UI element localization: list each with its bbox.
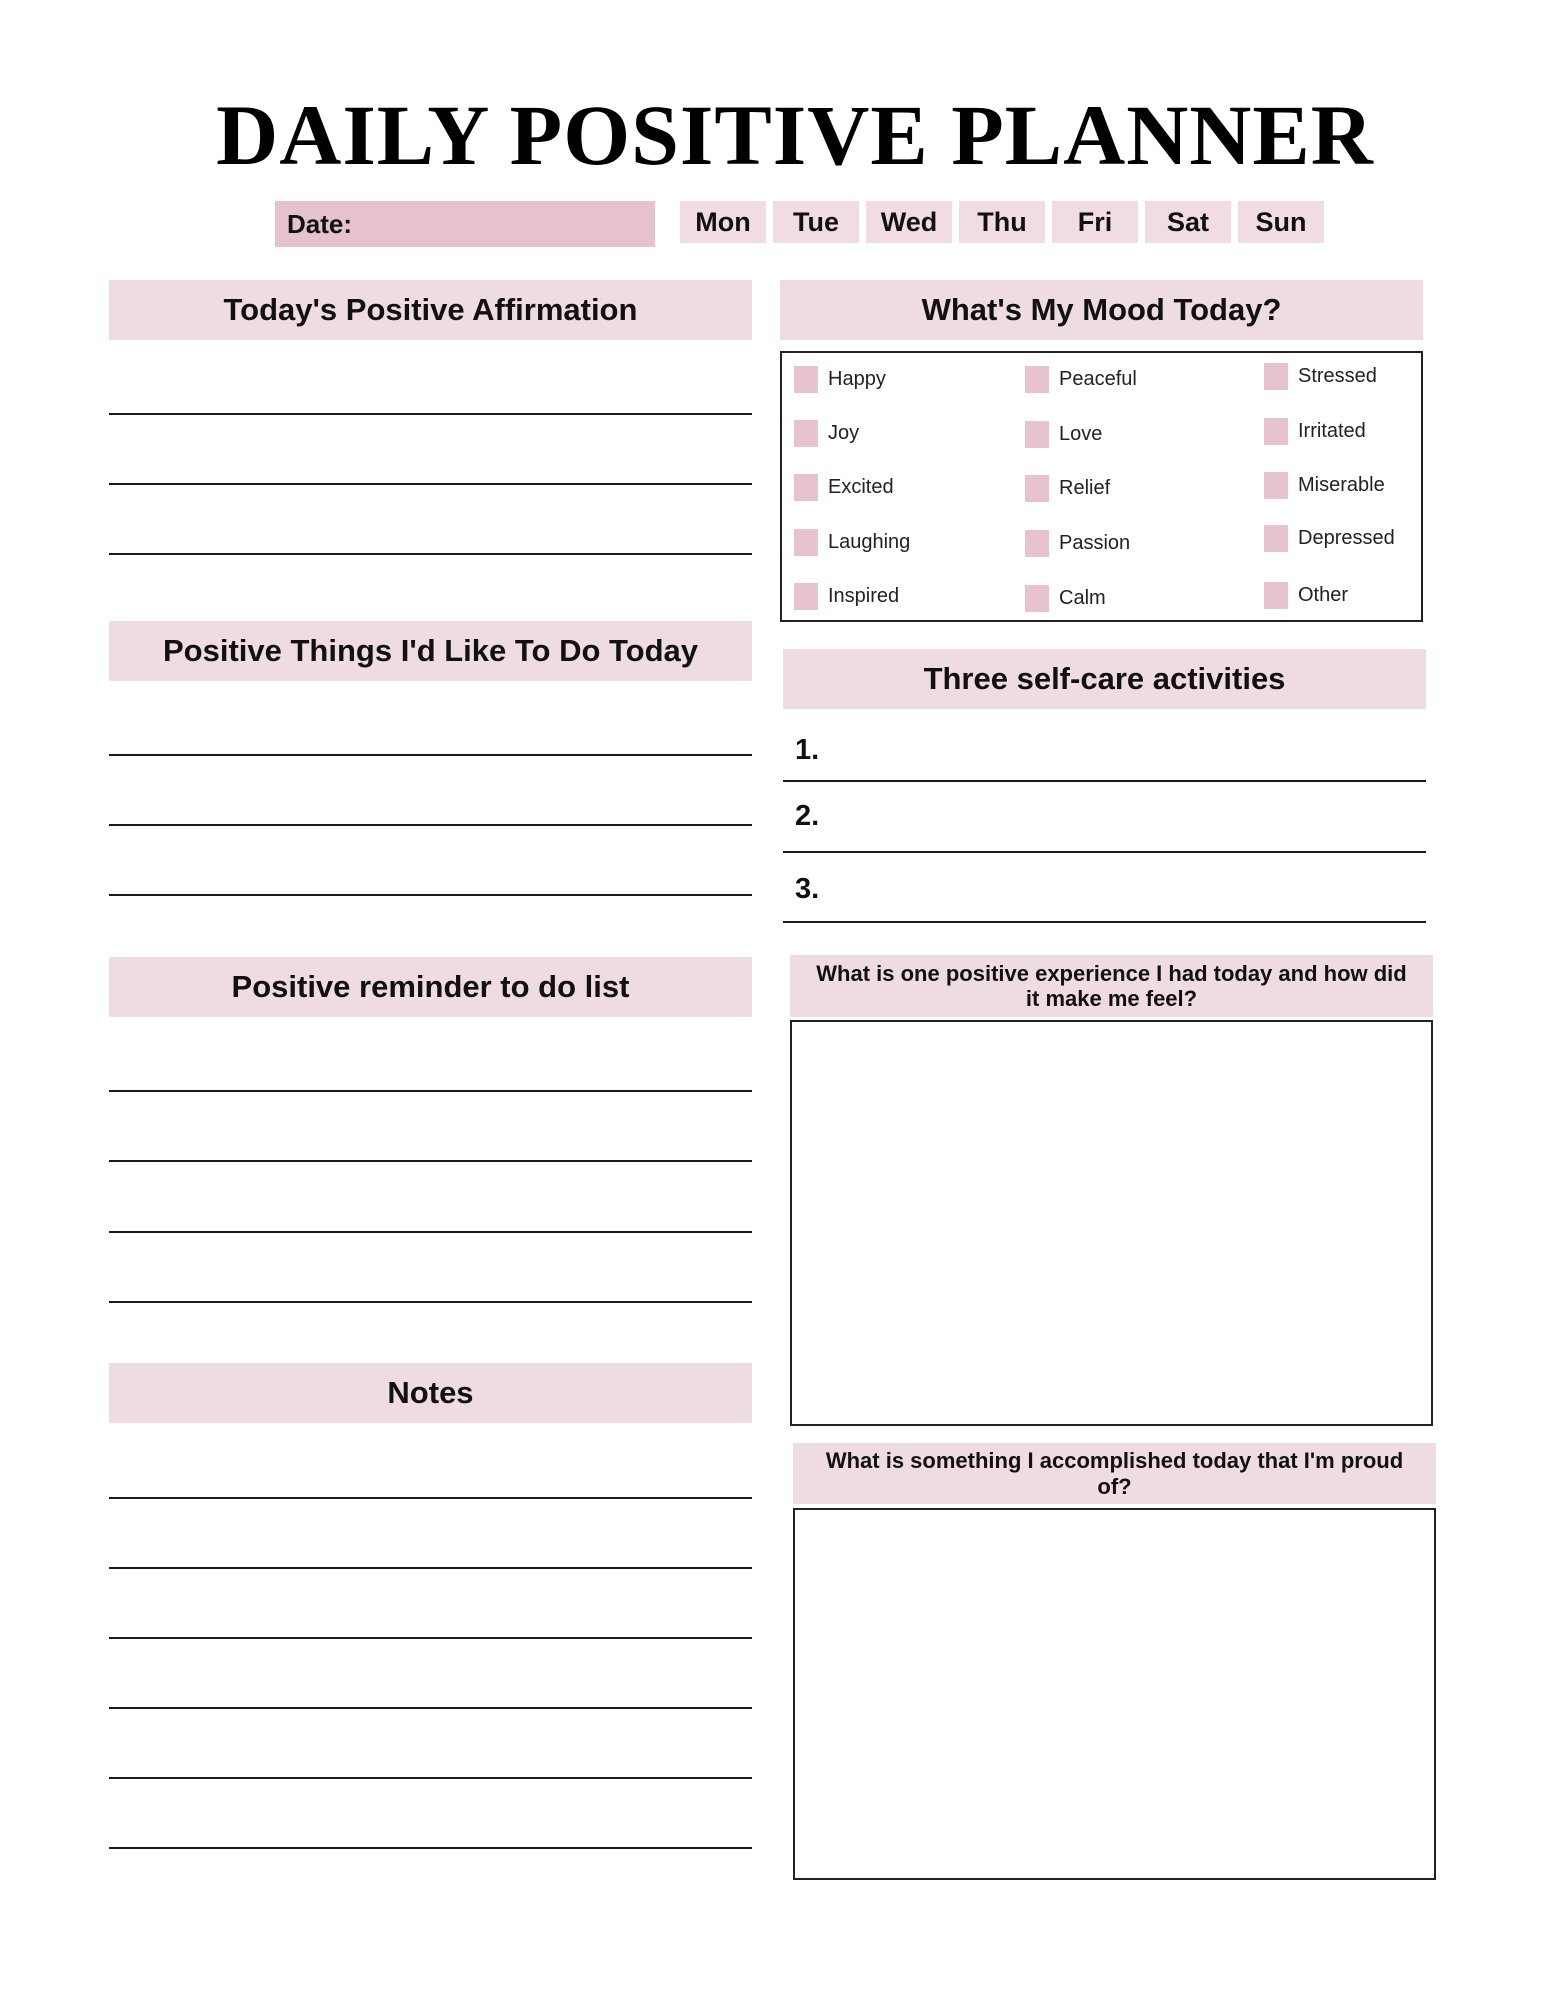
reminder-line[interactable]	[109, 1301, 752, 1303]
checkbox[interactable]	[794, 366, 818, 393]
mood-happy[interactable]: Happy	[794, 366, 886, 393]
checkbox[interactable]	[794, 583, 818, 610]
day-tue[interactable]: Tue	[773, 201, 859, 243]
checkbox[interactable]	[1264, 525, 1288, 552]
notes-header: Notes	[109, 1363, 752, 1423]
day-fri[interactable]: Fri	[1052, 201, 1138, 243]
mood-miserable[interactable]: Miserable	[1264, 472, 1385, 499]
experience-box[interactable]	[790, 1020, 1433, 1426]
checkbox[interactable]	[1025, 475, 1049, 502]
accomplished-box[interactable]	[793, 1508, 1436, 1880]
affirmation-line[interactable]	[109, 483, 752, 485]
experience-header: What is one positive experience I had today and how did it make me feel?	[790, 955, 1433, 1017]
notes-line[interactable]	[109, 1707, 752, 1709]
page-title: DAILY POSITIVE PLANNER	[216, 87, 1374, 183]
self-care-line[interactable]	[783, 921, 1426, 923]
day-sun[interactable]: Sun	[1238, 201, 1324, 243]
self-care-number: 2.	[795, 800, 820, 832]
positive-things-header: Positive Things I'd Like To Do Today	[109, 621, 752, 681]
checkbox[interactable]	[794, 474, 818, 501]
self-care-header: Three self-care activities	[783, 649, 1426, 709]
notes-line[interactable]	[109, 1847, 752, 1849]
mood-laughing[interactable]: Laughing	[794, 529, 910, 556]
day-mon[interactable]: Mon	[680, 201, 766, 243]
checkbox[interactable]	[1264, 472, 1288, 499]
notes-line[interactable]	[109, 1777, 752, 1779]
date-field[interactable]: Date:	[275, 201, 655, 247]
accomplished-header: What is something I accomplished today that I'm proud of?	[793, 1443, 1436, 1504]
reminder-line[interactable]	[109, 1231, 752, 1233]
mood-calm[interactable]: Calm	[1025, 585, 1106, 612]
checkbox[interactable]	[1025, 530, 1049, 557]
notes-line[interactable]	[109, 1497, 752, 1499]
mood-other[interactable]: Other	[1264, 582, 1348, 609]
affirmation-header: Today's Positive Affirmation	[109, 280, 752, 340]
reminder-header: Positive reminder to do list	[109, 957, 752, 1017]
mood-irritated[interactable]: Irritated	[1264, 418, 1366, 445]
day-wed[interactable]: Wed	[866, 201, 952, 243]
checkbox[interactable]	[1025, 585, 1049, 612]
self-care-line[interactable]	[783, 780, 1426, 782]
day-sat[interactable]: Sat	[1145, 201, 1231, 243]
self-care-line[interactable]	[783, 851, 1426, 853]
self-care-number: 1.	[795, 734, 820, 766]
checkbox[interactable]	[1025, 366, 1049, 393]
notes-line[interactable]	[109, 1567, 752, 1569]
mood-depressed[interactable]: Depressed	[1264, 525, 1395, 552]
mood-stressed[interactable]: Stressed	[1264, 363, 1377, 390]
reminder-line[interactable]	[109, 1090, 752, 1092]
positive-things-line[interactable]	[109, 824, 752, 826]
affirmation-line[interactable]	[109, 553, 752, 555]
checkbox[interactable]	[1025, 421, 1049, 448]
checkbox[interactable]	[1264, 363, 1288, 390]
mood-love[interactable]: Love	[1025, 421, 1102, 448]
reminder-line[interactable]	[109, 1160, 752, 1162]
mood-passion[interactable]: Passion	[1025, 530, 1130, 557]
checkbox[interactable]	[1264, 418, 1288, 445]
mood-joy[interactable]: Joy	[794, 420, 859, 447]
mood-header: What's My Mood Today?	[780, 280, 1423, 340]
checkbox[interactable]	[1264, 582, 1288, 609]
mood-relief[interactable]: Relief	[1025, 475, 1110, 502]
mood-checklist	[780, 351, 1423, 622]
checkbox[interactable]	[794, 420, 818, 447]
day-thu[interactable]: Thu	[959, 201, 1045, 243]
self-care-number: 3.	[795, 873, 820, 905]
affirmation-line[interactable]	[109, 413, 752, 415]
positive-things-line[interactable]	[109, 894, 752, 896]
mood-peaceful[interactable]: Peaceful	[1025, 366, 1137, 393]
checkbox[interactable]	[794, 529, 818, 556]
mood-inspired[interactable]: Inspired	[794, 583, 899, 610]
positive-things-line[interactable]	[109, 754, 752, 756]
notes-line[interactable]	[109, 1637, 752, 1639]
mood-excited[interactable]: Excited	[794, 474, 894, 501]
